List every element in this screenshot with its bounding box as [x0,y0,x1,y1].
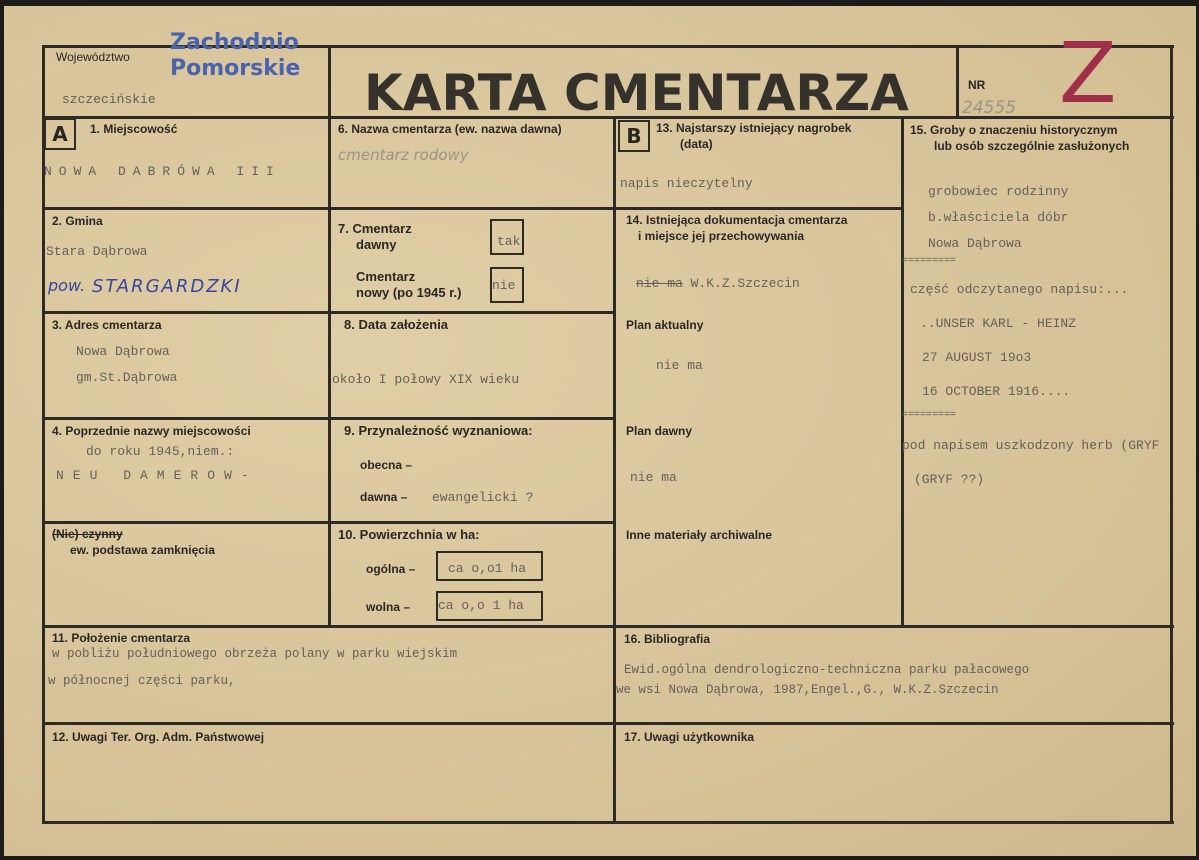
f3-line1: Nowa Dąbrowa [76,344,170,359]
f3-line2: gm.St.Dąbrowa [76,370,178,385]
f8-label: 8. Data założenia [344,317,449,332]
f15-line: ========= [902,256,957,267]
f6-hand-value: cmentarz rodowy [338,146,469,164]
f12-label: 12. Uwagi Ter. Org. Adm. Państwowej [52,730,265,744]
f15-line: b.właściciela dóbr [928,210,1069,225]
section-b-badge: B [618,120,650,152]
f16-line2: we wsi Nowa Dąbrowa, 1987,Engel.,G., W.K.Z.Szczecin [616,683,999,697]
plan-dawny-label: Plan dawny [626,424,693,438]
f10-wolna-box [436,591,543,621]
f2-value: Stara Dąbrowa [46,244,148,259]
f4-label: 4. Poprzednie nazwy miejscowości [52,424,251,438]
divider [42,417,616,420]
nr-pencil: 24555 [962,98,1017,118]
divider [956,45,959,118]
wojewodztwo-value: szczecińskie [62,92,156,107]
divider [42,821,1174,824]
f11-line1: w pobliżu południowego obrzeża polany w parku wiejskim [52,647,458,661]
f10-label: 10. Powierzchnia w ha: [338,527,480,542]
f7-dawny-value: tak [497,234,521,249]
f6-label: 6. Nazwa cmentarza (ew. nazwa dawna) [338,122,562,136]
f7-nowy-box [490,267,524,303]
divider [42,311,616,314]
divider [1170,45,1173,824]
f14-value: W.K.Z.Szczecin [690,276,800,291]
f7-label-nowy: Cmentarz [356,269,416,284]
f10-ogolna-value: ca o,o1 ha [448,561,527,576]
f9-dawna-value: ewangelicki ? [432,490,534,505]
divider [42,207,902,210]
divider [42,625,1174,628]
f7-label-nowy-b: nowy (po 1945 r.) [356,285,462,300]
f15-line: (GRYF ??) [914,472,985,487]
f14-value-struck: nie ma [636,276,683,291]
divider [328,45,331,626]
f10-ogolna-label: ogólna – [366,562,416,576]
f2-label: 2. Gmina [52,214,103,228]
f2-hand-value: STARGARDZKI [92,276,242,297]
f11-label: 11. Położenie cmentarza [52,631,191,645]
f16-label: 16. Bibliografia [624,632,711,646]
f7-nowy-value: nie [492,278,516,293]
stamp-line1: Zachodnio [170,30,299,55]
f7-label-b: dawny [356,237,397,252]
f15-line: część odczytanego napisu:... [910,282,1129,297]
f7-dawny-box [490,219,524,255]
divider [42,722,1174,725]
plan-dawny-value: nie ma [630,470,677,485]
f8-value: około I połowy XIX wieku [332,372,520,387]
f9-dawna-label: dawna – [360,490,408,504]
f13-value: napis nieczytelny [620,176,753,191]
f7-label: 7. Cmentarz [338,221,412,236]
f2-hand-prefix: pow. [48,276,86,295]
f15-line: Nowa Dąbrowa [928,236,1022,251]
f4-line1: do roku 1945,niem.: [86,444,235,459]
f16-line1: Ewid.ogólna dendrologiczno-techniczna parku pałacowego [624,663,1030,677]
f15-line: 16 OCTOBER 1916.... [922,384,1071,399]
f1-label: 1. Miejscowość [90,122,178,136]
f15-label-b: lub osób szczególnie zasłużonych [934,139,1130,153]
f15-line: 27 AUGUST 19o3 [922,350,1032,365]
divider [42,521,616,524]
f17-label: 17. Uwagi użytkownika [624,730,755,744]
f11-line2: w północnej części parku, [48,674,236,688]
f4-line2: NEU DAMEROW- [56,468,258,483]
divider [613,118,616,824]
divider [901,118,904,626]
f5-label2: ew. podstawa zamknięcia [70,543,215,557]
f13-label-b: (data) [680,137,713,151]
f14-label: 14. Istniejąca dokumentacja cmentarza [626,213,848,227]
f13-label: 13. Najstarszy istniejący nagrobek [656,121,852,135]
plan-aktualny-label: Plan aktualny [626,318,704,332]
inne-materialy-label: Inne materiały archiwalne [626,528,773,542]
f3-label: 3. Adres cmentarza [52,318,162,332]
f15-line: ========= [902,410,957,421]
f15-line: ..UNSER KARL - HEINZ [920,316,1077,331]
divider [42,45,45,824]
nr-label: NR [968,78,986,92]
f15-line: grobowiec rodzinny [928,184,1069,199]
f15-label: 15. Groby o znaczeniu historycznym [910,123,1118,137]
f15-line: pod napisem uszkodzony herb (GRYF [902,438,1160,453]
page-title: KARTA CMENTARZA [364,64,909,122]
f10-ogolna-box [436,551,543,581]
f14-label-b: i miejsce jej przechowywania [638,229,805,243]
plan-aktualny-value: nie ma [656,358,703,373]
stamp-line2: Pomorskie [170,56,301,81]
f5-label-struck: (Nie) czynny [52,527,123,541]
section-a-badge: A [44,118,76,150]
f10-wolna-value: ca o,o 1 ha [438,598,524,613]
cemetery-card [4,6,1196,856]
wojewodztwo-label: Województwo [56,50,130,64]
f9-label: 9. Przynależność wyznaniowa: [344,423,533,438]
f10-wolna-label: wolna – [366,600,411,614]
f9-obecna-label: obecna – [360,458,413,472]
f1-value: NOWA DABRÓWA III [44,164,281,179]
nr-mark: Z [1059,24,1117,122]
